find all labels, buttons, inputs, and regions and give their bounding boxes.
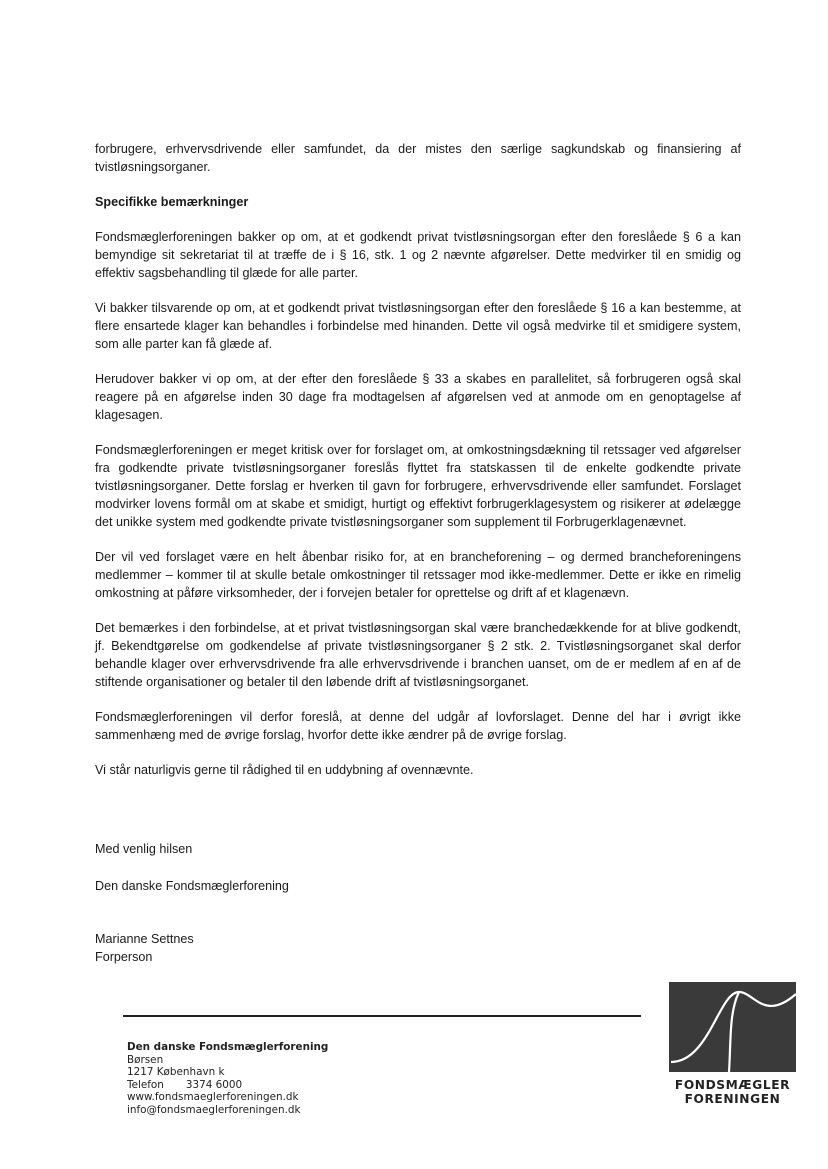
footer-org-name: Den danske Fondsmæglerforening [127,1041,329,1053]
footer-contact [127,1041,328,1117]
paragraph-7: Fondsmæglerforeningen vil derfor foreslå, at denne del udgår af lovforslaget. Denne del har i øvrigt ikke sammenhæng med de øvrige forslag, hvorfor dette ikke ændrer på de øvrige forslag. [95,710,741,742]
footer-divider [123,1015,641,1017]
paragraph-8: Vi står naturligvis gerne til rådighed til en uddybning af ovennævnte. [95,763,474,777]
paragraph-6: Det bemærkes i den forbindelse, at et privat tvistløsningsorgan skal være branchedækkende for at blive godkendt, jf. Bekendtgørelse om godkendelse af private tvistløsningsorganer § 2 stk. 2. Tvistløsningsorganet skal derfor behandle klager over erhvervsdrivende fra alle erhvervsdrivende i branchen uanset, om de er medlem af en af de stiftende organisationer og betaler til den løbende drift af tvistløsningsorganet. [95,621,741,689]
footer-postal-line: 1217 København k [127,1066,225,1079]
paragraph-3: Herudover bakker vi op om, at der efter den foreslåede § 33 a skabes en parallelitet, så forbrugeren også skal reagere på en afgørelse inden 30 dage fra modtagelsen af afgørelsen ved at anmode om en genoptagelse af klagesagen. [95,372,741,422]
paragraph-5: Der vil ved forslaget være en helt åbenbar risiko for, at en brancheforening – og dermed brancheforeningens medlemmer – kommer til at skulle betale omkostninger til retssager mod ikke-medlemmer. Dette er ikke en rimelig omkostning at påføre virksomheder, der i forvejen betaler for oprettelse og drift af et klagenævn. [95,550,741,600]
logo-wordmark [664,1079,801,1106]
footer-address-line: Børsen [127,1053,164,1066]
signer-title: Forperson [95,950,153,964]
phone-number: 3374 6000 [185,1078,243,1091]
section-heading: Specifikke bemærkninger [95,195,249,209]
sender-organization: Den danske Fondsmæglerforening [95,879,289,893]
footer-email[interactable]: info@fondsmaeglerforeningen.dk [127,1103,301,1116]
letter-body [95,140,741,796]
intro-paragraph: forbrugere, erhvervsdrivende eller samfundet, da der mistes den særlige sagkundskab og finansiering af tvistløsningsorganer. [95,142,741,174]
paragraph-4: Fondsmæglerforeningen er meget kritisk over for forslaget om, at omkostningsdækning til retssager ved afgørelser fra godkendte private tvistløsningsorganer foreslås flyttet fra statskassen til de enkelte godkendte private tvistløsningsorganer. Dette forslag er hverken til gavn for forbrugere, erhvervsdrivende eller samfundet. Forslaget modvirker lovens formål om at skabe et smidigt, hurtigt og effektivt forbrugerklagesystem og risikerer at ødelægge det unikke system med godkendte private tvistløsningsorganer som supplement til Forbrugerklagenævnet. [95,443,741,529]
signer-name: Marianne Settnes [95,932,194,946]
greeting: Med venlig hilsen [95,842,193,856]
paragraph-2: Vi bakker tilsvarende op om, at et godkendt privat tvistløsningsorgan efter den foreslåede § 16 a kan bestemme, at flere ensartede klager kan behandles i forbindelse med hinanden. Dette vil også medvirke til et smidigere system, som alle parter kan få glæde af. [95,301,741,351]
paragraph-1: Fondsmæglerforeningen bakker op om, at et godkendt privat tvistløsningsorgan efter den foreslåede § 6 a kan bemyndige sit sekretariat til at træffe de i § 16, stk. 1 og 2 nævnte afgørelser. Dette medvirker til en smidig og effektiv sagsbehandling til glæde for alle parter. [95,230,741,280]
footer-website[interactable]: www.fondsmaeglerforeningen.dk [127,1091,299,1104]
logo-line-2: FORENINGEN [684,1091,781,1106]
footer-phone [127,1079,328,1092]
logo-curve-icon [669,982,796,1072]
phone-label: Telefon [127,1078,164,1091]
logo-line-1: FONDSMÆGLER [674,1078,791,1092]
